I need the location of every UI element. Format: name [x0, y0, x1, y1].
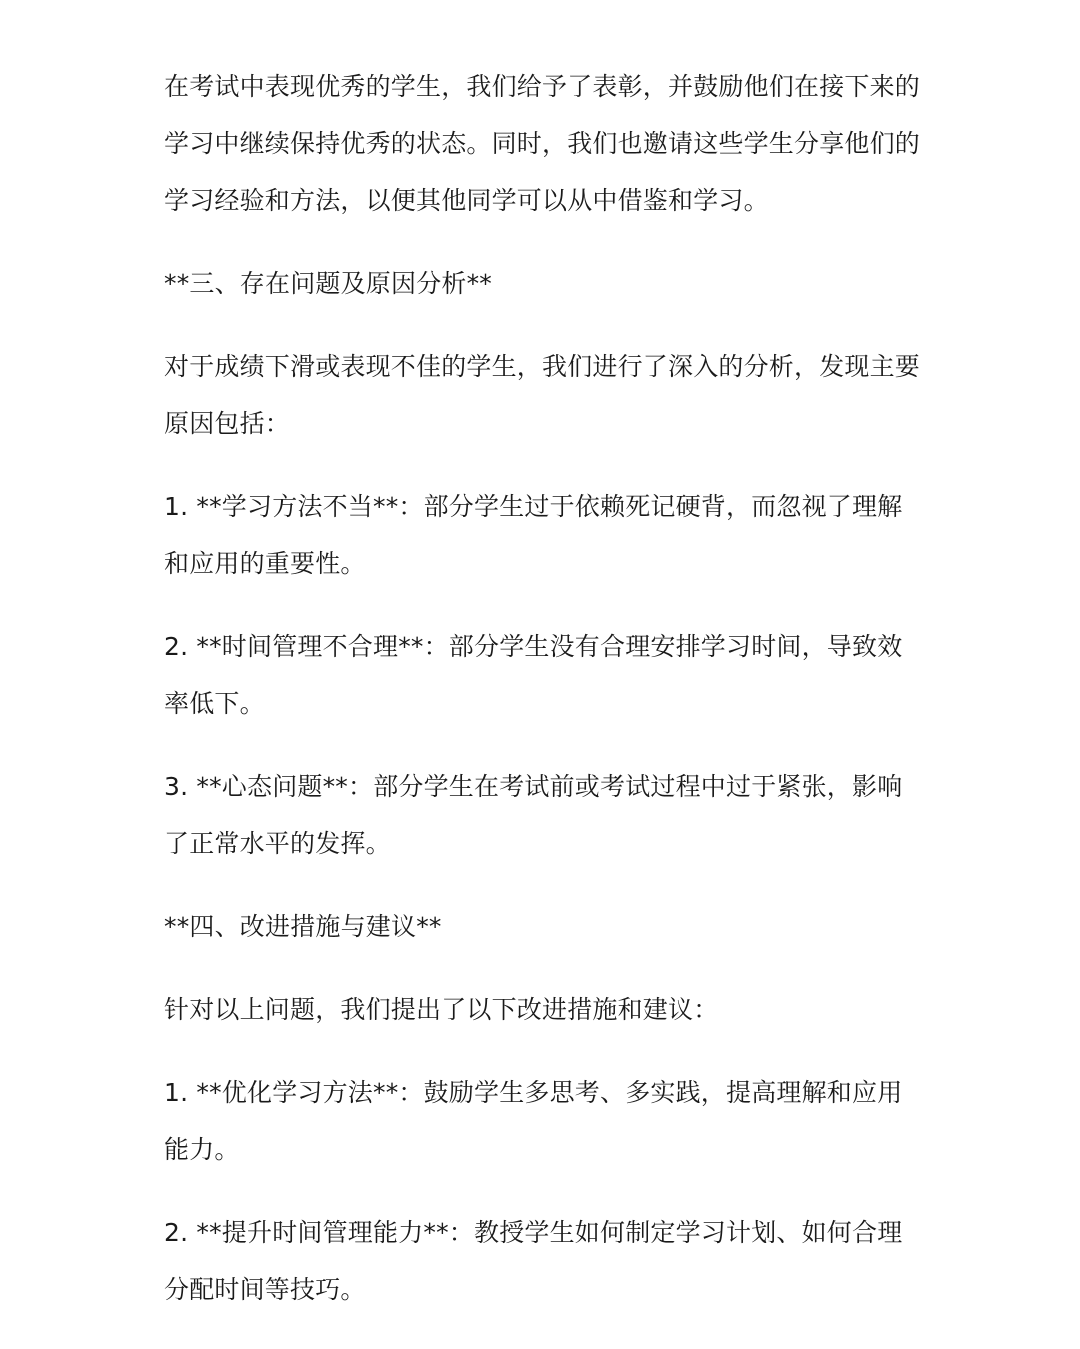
paragraph-analysis-intro: 对于成绩下滑或表现不佳的学生，我们进行了深入的分析，发现主要原因包括：	[164, 352, 921, 438]
paragraph-improvements-intro: 针对以上问题，我们提出了以下改进措施和建议：	[164, 995, 719, 1024]
paragraph-spacer	[164, 1178, 924, 1204]
paragraph-praise-excellent-students: 在考试中表现优秀的学生，我们给予了表彰，并鼓励他们在接下来的学习中继续保持优秀的状态。同时，我们也邀请这些学生分享他们的学习经验和方法，以便其他同学可以从中借鉴和学习。	[164, 72, 921, 215]
paragraph-spacer	[164, 732, 924, 758]
list-item-problem-3: 3. **心态问题**：部分学生在考试前或考试过程中过于紧张，影响了正常水平的发挥。	[164, 772, 903, 858]
list-item-problem-1: 1. **学习方法不当**：部分学生过于依赖死记硬背，而忽视了理解和应用的重要性。	[164, 492, 903, 578]
paragraph-spacer	[164, 955, 924, 981]
section-heading-problems: **三、存在问题及原因分析**	[164, 269, 493, 298]
paragraph-spacer	[164, 1038, 924, 1064]
paragraph-spacer	[164, 872, 924, 898]
paragraph-spacer	[164, 312, 924, 338]
list-item-improvement-2: 2. **提升时间管理能力**：教授学生如何制定学习计划、如何合理分配时间等技巧。	[164, 1218, 903, 1304]
list-item-problem-2: 2. **时间管理不合理**：部分学生没有合理安排学习时间，导致效率低下。	[164, 632, 903, 718]
paragraph-spacer	[164, 592, 924, 618]
paragraph-spacer	[164, 229, 924, 255]
list-item-improvement-1: 1. **优化学习方法**：鼓励学生多思考、多实践，提高理解和应用能力。	[164, 1078, 903, 1164]
paragraph-spacer	[164, 452, 924, 478]
document-body	[164, 58, 924, 1318]
section-heading-improvements: **四、改进措施与建议**	[164, 912, 442, 941]
